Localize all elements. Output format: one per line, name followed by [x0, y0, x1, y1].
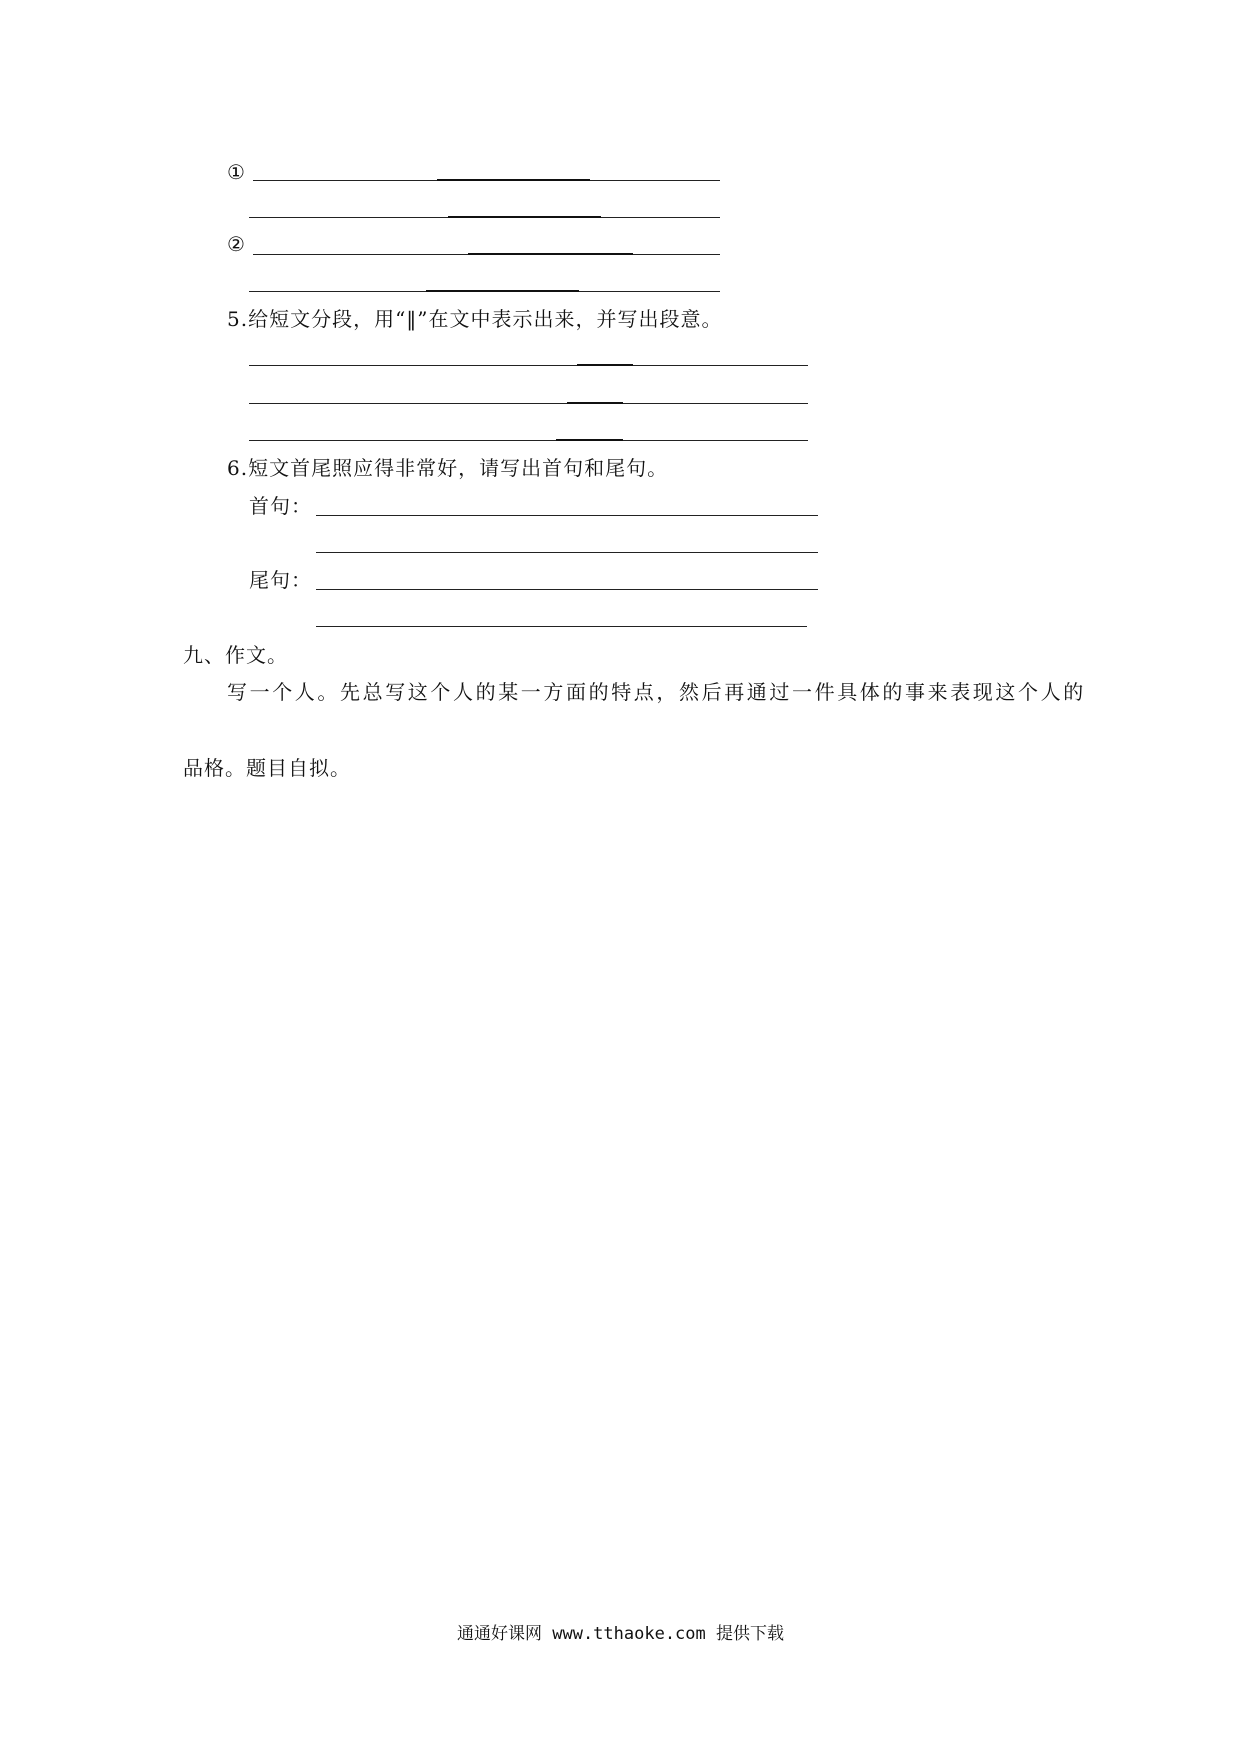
answer-line — [316, 589, 818, 590]
answer-mark-2: ② — [227, 232, 246, 256]
composition-prompt-line-2: 品格。题目自拟。 — [183, 756, 351, 780]
answer-line — [316, 552, 818, 553]
answer-line — [316, 515, 818, 516]
section-9-heading: 九、作文。 — [183, 643, 288, 667]
answer-line — [316, 626, 807, 627]
answer-line — [249, 365, 808, 366]
question-6-text: 6.短文首尾照应得非常好，请写出首句和尾句。 — [227, 456, 669, 480]
page-footer: 通通好课网 www.tthaoke.com 提供下载 — [457, 1624, 784, 1644]
answer-line-overlay — [448, 216, 601, 218]
answer-line — [249, 403, 808, 404]
answer-mark-1: ① — [227, 160, 246, 184]
question-5-text: 5.给短文分段，用“‖”在文中表示出来，并写出段意。 — [227, 307, 723, 331]
composition-prompt-line-1: 写一个人。先总写这个人的某一方面的特点，然后再通过一件具体的事来表现这个人的 — [227, 680, 1086, 704]
answer-line-overlay — [567, 402, 623, 404]
answer-line-overlay — [426, 290, 579, 292]
last-sentence-label: 尾句： — [249, 568, 312, 592]
answer-line-overlay — [437, 179, 590, 181]
answer-line — [249, 440, 808, 441]
answer-line-overlay — [468, 253, 633, 255]
answer-line-overlay — [556, 439, 623, 441]
answer-line-overlay — [577, 364, 633, 366]
first-sentence-label: 首句： — [249, 494, 312, 518]
